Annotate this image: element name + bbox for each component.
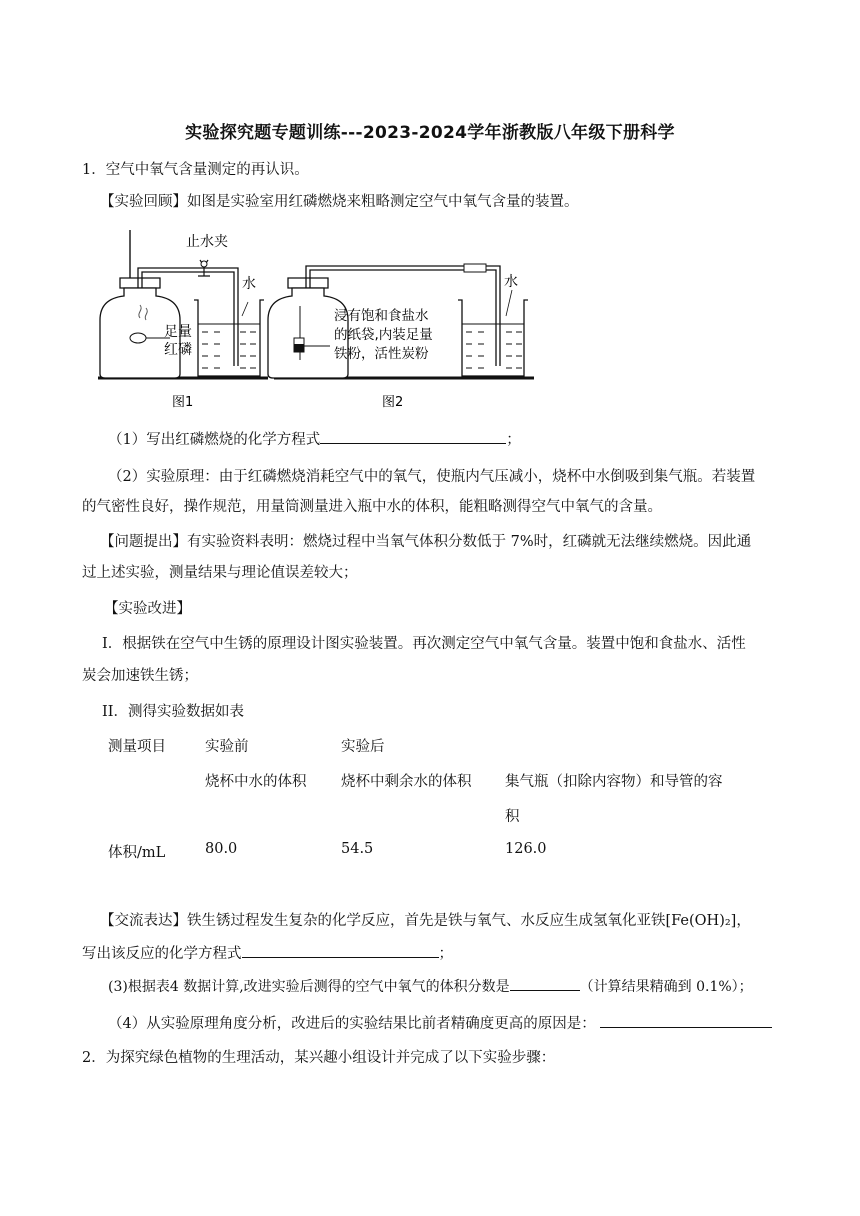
table-subheader-3-cont: 积	[505, 809, 520, 825]
apparatus-figure	[98, 226, 538, 420]
bag-label-2: 的纸袋,内装足量	[334, 327, 433, 343]
table-value-3: 126.0	[505, 841, 547, 857]
table-subheader-3: 集气瓶（扣除内容物）和导管的容	[505, 774, 723, 790]
q1-part4	[108, 1012, 772, 1033]
q2-stem: 2．为探究绿色植物的生理活动，某兴趣小组设计并完成了以下实验步骤：	[82, 1050, 556, 1066]
phosphorus-label-1: 足量	[164, 324, 192, 340]
q1-issue-line1: 【问题提出】有实验资料表明：燃烧过程中当氧气体积分数低于 7%时，红磷就无法继续燃烧。因此通	[100, 534, 752, 550]
q1-exchange-text: 写出该反应的化学方程式	[82, 946, 242, 962]
answer-blank-3[interactable]	[510, 976, 580, 991]
q1-part3-text: (3)根据表4 数据计算,改进实验后测得的空气中氧气的体积分数是	[108, 979, 510, 995]
table-header-item: 测量项目	[108, 739, 166, 755]
q1-stem: 1．空气中氧气含量测定的再认识。	[82, 162, 309, 178]
clamp-label: 止水夹	[186, 234, 228, 250]
water-label-1: 水	[242, 276, 256, 292]
q1-exchange-line2	[82, 942, 453, 963]
q1-step2: II．测得实验数据如表	[102, 704, 244, 720]
q1-step1-line1: I．根据铁在空气中生锈的原理设计图实验装置。再次测定空气中氧气含量。装置中饱和食盐水、活性	[102, 636, 746, 652]
bag-label-1: 浸有饱和食盐水	[334, 308, 429, 324]
table-subheader-1: 烧杯中水的体积	[205, 774, 307, 790]
q1-improve-heading: 【实验改进】	[104, 601, 191, 617]
q1-issue-line2: 过上述实验，测量结果与理论值误差较大；	[82, 565, 358, 581]
fig2-caption: 图2	[382, 395, 404, 410]
fig1-caption: 图1	[172, 395, 194, 410]
q1-part2-line1: （2）实验原理：由于红磷燃烧消耗空气中的氧气，使瓶内气压减小，烧杯中水倒吸到集气瓶。若装置	[108, 469, 756, 485]
table-header-after: 实验后	[341, 739, 385, 755]
table-row-label: 体积/mL	[108, 845, 166, 861]
apparatus-drawing	[98, 226, 538, 416]
water-label-2: 水	[504, 274, 518, 290]
q1-part3-end: （计算结果精确到 0.1%）；	[579, 979, 753, 995]
page-title: 实验探究题专题训练---2023-2024学年浙教版八年级下册科学	[185, 123, 675, 143]
q1-part4-text: （4）从实验原理角度分析，改进后的实验结果比前者精确度更高的原因是：	[108, 1016, 596, 1032]
phosphorus-label-2: 红磷	[164, 342, 192, 358]
table-header-before: 实验前	[205, 739, 249, 755]
q1-part3	[108, 976, 753, 996]
q1-part1	[108, 428, 521, 449]
table-value-1: 80.0	[205, 841, 238, 857]
q1-part2-line2: 的气密性良好，操作规范，用量筒测量进入瓶中水的体积，能粗略测得空气中氧气的含量。	[82, 499, 662, 515]
q1-exchange-line1: 【交流表达】铁生锈过程发生复杂的化学反应，首先是铁与氧气、水反应生成氢氧化亚铁[Fe(OH)₂]，	[100, 913, 751, 929]
table-value-2: 54.5	[341, 841, 374, 857]
q1-review: 【实验回顾】如图是实验室用红磷燃烧来粗略测定空气中氧气含量的装置。	[100, 194, 579, 210]
answer-blank-2[interactable]	[242, 943, 439, 958]
answer-blank-4[interactable]	[600, 1013, 772, 1028]
bag-label-3: 铁粉，活性炭粉	[334, 346, 429, 362]
table-subheader-2: 烧杯中剩余水的体积	[341, 774, 472, 790]
q1-step1-line2: 炭会加速铁生锈；	[82, 668, 198, 684]
q1-part1-text: （1）写出红磷燃烧的化学方程式	[108, 432, 321, 448]
q1-part1-end: ；	[506, 432, 521, 448]
q1-exchange-end: ；	[438, 946, 453, 962]
answer-blank-1[interactable]	[320, 429, 506, 444]
